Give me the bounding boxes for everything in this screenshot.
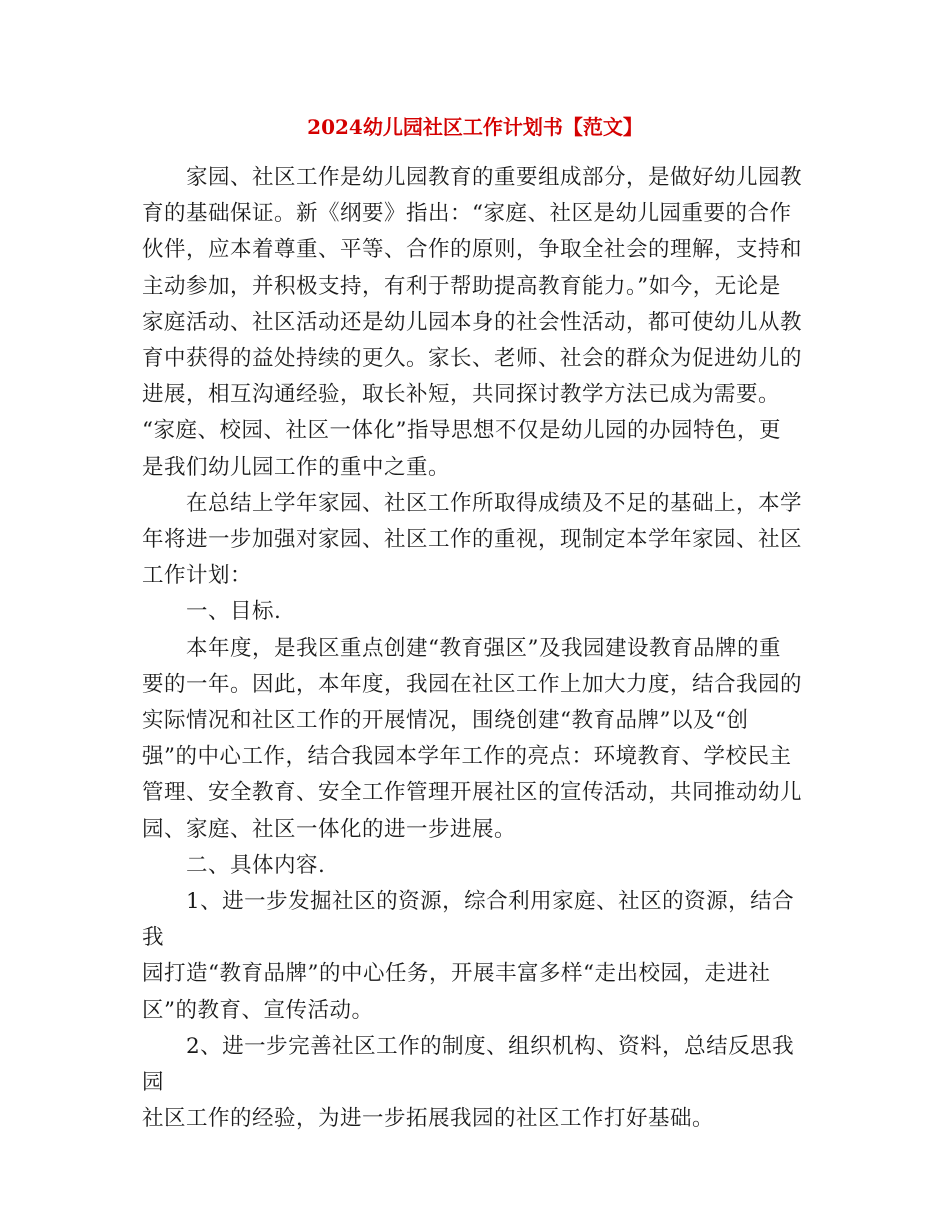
document-title: 2024幼儿园社区工作计划书【范文】 [307, 115, 643, 139]
document-body [142, 160, 810, 1137]
section-heading-goals: 一、目标. [142, 599, 282, 625]
paragraph-plan-statement: 在总结上学年家园、社区工作所取得成绩及不足的基础上，本学 年将进一步加强对家园、社区工作的重视，现制定本学年家园、社区 工作计划： [142, 490, 803, 589]
section-heading-content: 二、具体内容. [142, 852, 326, 878]
paragraph-item-2: 2、进一步完善社区工作的制度、组织机构、资料，总结反思我园 社区工作的经验，为进一步拓展我园的社区工作打好基础。 [142, 1033, 795, 1132]
paragraph-intro: 家园、社区工作是幼儿园教育的重要组成部分，是做好幼儿园教 育的基础保证。新《纲要》指出：“家庭、社区是幼儿园重要的合作 伙伴，应本着尊重、平等、合作的原则，争取全社会的理解，支持和 主动参加，并积极支持，有利于帮助提高教育能力。”如今，无论是 家庭活动、社区活动还是幼儿园本身的社会性活动，都可使幼儿从教 育中获得的益处持续的更久。家长、老师、社会的群众为促进幼儿的 进展，相互沟通经验，取长补短，共同探讨教学方法已成为需要。 “家庭、校园、社区一体化”指导思想不仅是幼儿园的办园特色，更 是我们幼儿园工作的重中之重。 [142, 165, 803, 480]
paragraph-item-1: 1、进一步发掘社区的资源，综合利用家庭、社区的资源，结合我 园打造“教育品牌”的中心任务，开展丰富多样“走出校园，走进社 区”的教育、宣传活动。 [142, 889, 795, 1023]
paragraph-goals: 本年度，是我区重点创建“教育强区”及我园建设教育品牌的重 要的一年。因此，本年度，我园在社区工作上加大力度，结合我园的 实际情况和社区工作的开展情况，围绕创建“教育品牌”以及“创 强”的中心工作，结合我园本学年工作的亮点：环境教育、学校民主 管理、安全教育、安全工作管理开展社区的宣传活动，共同推动幼儿 园、家庭、社区一体化的进一步进展。 [142, 635, 803, 842]
